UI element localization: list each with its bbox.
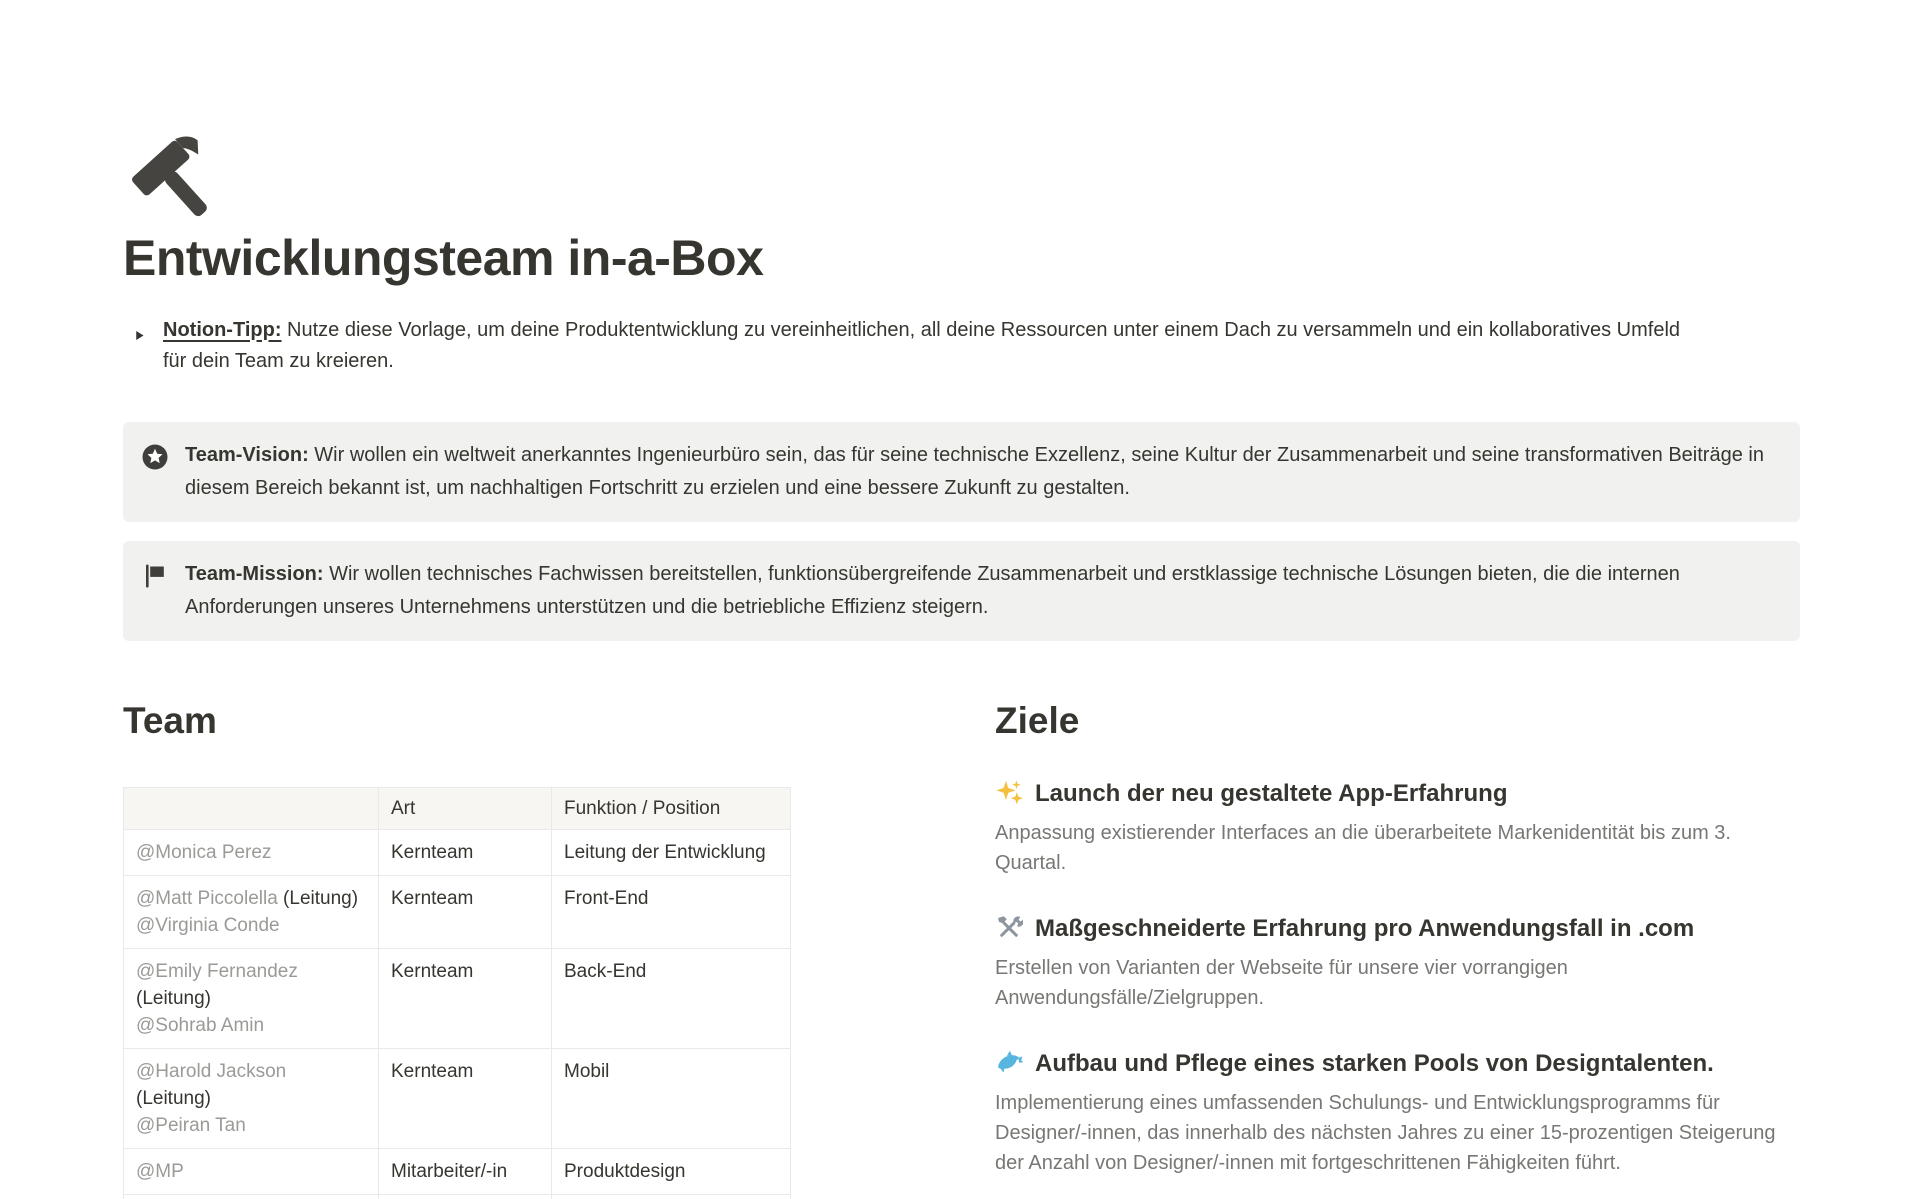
goal-title-text: Aufbau und Pflege eines starken Pools von Designtalenten. [1035,1049,1714,1077]
table-row [124,1048,791,1148]
funktion-cell[interactable]: Leitung der Entwicklung [552,829,791,875]
art-cell[interactable]: Kernteam [379,875,552,948]
goal-title [995,912,1800,945]
callout-team-mission [123,541,1800,641]
columns [123,699,1800,1199]
mention[interactable]: @Virginia Conde [136,914,280,936]
funktion-cell[interactable]: Back-End [552,948,791,1048]
team-table [123,787,791,1199]
table-header-row [124,787,791,829]
member-line [136,885,366,912]
goal-description: Anpassung existierender Interfaces an die überarbeitete Markenidentität bis zum 3. Quartal. [995,821,1731,874]
art-cell[interactable]: Kernteam [379,948,552,1048]
table-row [124,1148,791,1194]
ziele-section [995,699,1800,1199]
art-cell[interactable]: Kernteam [379,1048,552,1148]
hammer-wrench-icon [995,914,1023,942]
art-cell[interactable]: Mitarbeiter/-in [379,1148,552,1194]
member-line [136,839,366,866]
table-row [124,829,791,875]
team-table-body [124,829,791,1199]
member-line [136,1058,366,1085]
member-line [136,1085,366,1112]
member-line [136,1012,366,1039]
callout-mission-label: Team-Mission: [185,562,324,585]
ziele-heading: Ziele [995,699,1080,741]
member-line [136,1112,366,1139]
mention[interactable]: @MP [136,1160,184,1182]
member-cell[interactable] [124,948,379,1048]
goal-description: Implementierung eines umfassenden Schulungs- und Entwicklungsprogramms für Designer/-innen, das innerhalb des nächsten Jahres zu einer 15-prozentigen Steigerung der Anzahl von Designer/-innen mit fortgeschrittenen Fähigkeiten führt. [995,1091,1776,1174]
flag-icon [141,562,169,590]
goal-title-text: Launch der neu gestaltete App-Erfahrung [1035,779,1508,807]
goal-item [995,777,1800,878]
member-cell[interactable] [124,829,379,875]
art-cell[interactable]: Kernteam [379,829,552,875]
goal-title [995,777,1800,810]
funktion-cell[interactable]: Produktdesign [552,1148,791,1194]
member-cell[interactable] [124,875,379,948]
callout-team-vision [123,422,1800,522]
plain-text: (Leitung) [136,987,211,1009]
plain-text: (Leitung) [136,1087,211,1109]
dolphin-icon [995,1049,1023,1077]
mention[interactable]: @Monica Perez [136,841,272,863]
funktion-cell[interactable]: Front-End [552,875,791,948]
table-row [124,875,791,948]
plain-text: (Leitung) [277,887,359,909]
member-cell[interactable] [124,1194,379,1199]
callout-vision-content [185,439,1778,505]
table-row [124,948,791,1048]
notion-tip-label: Notion-Tipp: [163,318,282,341]
callout-mission-content [185,558,1778,624]
team-heading: Team [123,699,217,741]
star-circle-icon [141,443,169,471]
goal-item [995,912,1800,1013]
callout-mission-text: Wir wollen technisches Fachwissen bereitstellen, funktionsübergreifende Zusammenarbeit und erstklassige technische Lösungen bieten, die die internen Anforderungen unseres Unternehmens unterstützen und die betriebliche Effizienz steigern. [185,562,1680,618]
page-content [0,126,1920,1199]
sparkles-icon [995,779,1023,807]
goal-title-text: Maßgeschneiderte Erfahrung pro Anwendungsfall in .com [1035,914,1695,942]
page-title: Entwicklungsteam in-a-Box [123,230,764,286]
notion-tip-body: Nutze diese Vorlage, um deine Produktentwicklung zu vereinheitlichen, all deine Ressourcen unter einem Dach zu versammeln und ein kollaboratives Umfeld für dein Team zu kreieren. [163,318,1681,372]
triangle-right-icon[interactable] [133,315,147,352]
mention[interactable]: @Emily Fernandez [136,960,298,982]
goals-list [995,777,1800,1178]
art-cell[interactable] [379,1194,552,1199]
table-row-partial [124,1194,791,1199]
funktion-cell[interactable]: Mobil [552,1048,791,1148]
member-line [136,985,366,1012]
member-line [136,912,366,939]
goal-item [995,1047,1800,1178]
callout-vision-text: Wir wollen ein weltweit anerkanntes Ingenieurbüro sein, das für seine technische Exzellenz, seine Kultur der Zusammenarbeit und seine transformativen Beiträge in diesem Bereich bekannt ist, um nachhaltigen Fortschritt zu erzielen und eine bessere Zukunft zu gestalten. [185,443,1764,499]
hammer-icon[interactable] [127,126,223,214]
team-section [123,699,947,1199]
notion-tip-text [163,315,1703,377]
mention[interactable]: @Harold Jackson [136,1060,287,1082]
header-cell-art[interactable]: Art [379,787,552,829]
mention[interactable]: @Peiran Tan [136,1114,246,1136]
header-cell-funktion[interactable]: Funktion / Position [552,787,791,829]
member-line [136,958,366,985]
goal-title [995,1047,1800,1080]
mention[interactable]: @Sohrab Amin [136,1014,265,1036]
callout-vision-label: Team-Vision: [185,443,309,466]
mention[interactable]: @Matt Piccolella [136,887,278,909]
header-cell-members[interactable] [124,787,379,829]
member-cell[interactable] [124,1048,379,1148]
notion-tip-toggle[interactable] [123,315,1800,377]
funktion-cell[interactable] [552,1194,791,1199]
member-line [136,1158,366,1185]
member-cell[interactable] [124,1148,379,1194]
goal-description: Erstellen von Varianten der Webseite für unsere vier vorrangigen Anwendungsfälle/Zielgruppen. [995,956,1568,1009]
